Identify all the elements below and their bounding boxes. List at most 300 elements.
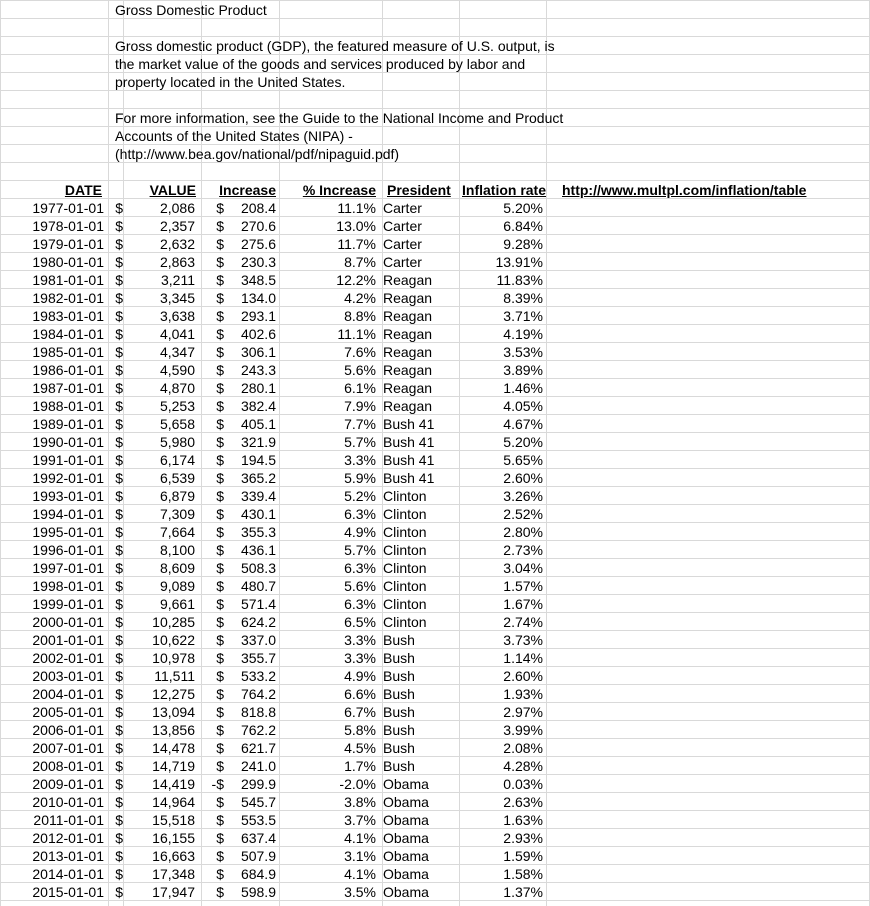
cell-president[interactable]: Bush 41 — [383, 452, 435, 468]
sheet-title[interactable]: Gross Domestic Product — [115, 2, 267, 18]
cell-currency[interactable]: $ — [115, 290, 123, 306]
cell-currency[interactable]: $ — [115, 308, 123, 324]
cell-currency[interactable]: $ — [115, 596, 123, 612]
cell-president[interactable]: Obama — [383, 830, 429, 846]
cell-date[interactable]: 1995-01-01 — [32, 524, 104, 540]
cell-date[interactable]: 1992-01-01 — [32, 470, 104, 486]
cell-value[interactable]: 6,879 — [159, 488, 195, 504]
cell-inflation[interactable]: 2.93% — [503, 830, 543, 846]
cell-pct-increase[interactable]: 3.8% — [344, 794, 376, 810]
cell-increase-currency[interactable]: $ — [216, 416, 224, 432]
cell-pct-increase[interactable]: 11.1% — [337, 200, 376, 216]
cell-president[interactable]: Bush — [383, 650, 415, 666]
cell-inflation[interactable]: 9.28% — [503, 236, 543, 252]
cell-increase-currency[interactable]: $ — [216, 542, 224, 558]
cell-date[interactable]: 1997-01-01 — [32, 560, 104, 576]
cell-increase[interactable]: 571.4 — [240, 596, 276, 612]
cell-increase[interactable]: 348.5 — [240, 272, 276, 288]
cell-president[interactable]: Obama — [383, 794, 429, 810]
cell-value[interactable]: 10,622 — [152, 632, 195, 648]
cell-date[interactable]: 2006-01-01 — [32, 722, 104, 738]
cell-increase[interactable]: 355.3 — [240, 524, 276, 540]
cell-president[interactable]: Bush — [383, 668, 415, 684]
cell-value[interactable]: 13,856 — [152, 722, 195, 738]
cell-date[interactable]: 1989-01-01 — [32, 416, 104, 432]
cell-increase-currency[interactable]: $ — [216, 794, 224, 810]
cell-increase[interactable]: 764.2 — [240, 686, 276, 702]
cell-increase-currency[interactable]: $ — [216, 614, 224, 630]
cell-increase[interactable]: 382.4 — [240, 398, 276, 414]
cell-value[interactable]: 5,658 — [159, 416, 195, 432]
cell-value[interactable]: 10,285 — [152, 614, 195, 630]
cell-president[interactable]: Clinton — [383, 596, 427, 612]
cell-date[interactable]: 1994-01-01 — [32, 506, 104, 522]
cell-value[interactable]: 2,863 — [159, 254, 195, 270]
cell-inflation[interactable]: 4.19% — [503, 326, 543, 342]
cell-increase-currency[interactable]: $ — [216, 704, 224, 720]
cell-president[interactable]: Clinton — [383, 488, 427, 504]
cell-value[interactable]: 2,086 — [159, 200, 195, 216]
cell-value[interactable]: 14,964 — [152, 794, 195, 810]
cell-increase-currency[interactable]: $ — [216, 326, 224, 342]
cell-date[interactable]: 1998-01-01 — [32, 578, 104, 594]
cell-value[interactable]: 10,978 — [152, 650, 195, 666]
cell-date[interactable]: 1987-01-01 — [32, 380, 104, 396]
cell-inflation[interactable]: 1.46% — [503, 380, 543, 396]
cell-value[interactable]: 6,539 — [159, 470, 195, 486]
cell-inflation[interactable]: 13.91% — [495, 254, 543, 270]
cell-pct-increase[interactable]: 4.9% — [344, 668, 376, 684]
cell-increase-currency[interactable]: $ — [216, 488, 224, 504]
cell-date[interactable]: 2008-01-01 — [32, 758, 104, 774]
cell-increase[interactable]: 337.0 — [240, 632, 276, 648]
cell-pct-increase[interactable]: 3.1% — [344, 848, 376, 864]
cell-increase-currency[interactable]: $ — [216, 308, 224, 324]
cell-president[interactable]: Obama — [383, 848, 429, 864]
header-pct-increase[interactable]: % Increase — [302, 182, 376, 198]
cell-increase-currency[interactable]: $ — [216, 200, 224, 216]
cell-president[interactable]: Reagan — [383, 398, 433, 414]
cell-pct-increase[interactable]: 4.1% — [344, 866, 376, 882]
cell-inflation[interactable]: 2.74% — [503, 614, 543, 630]
cell-president[interactable]: Clinton — [383, 560, 427, 576]
cell-date[interactable]: 1985-01-01 — [32, 344, 104, 360]
cell-pct-increase[interactable]: 5.6% — [344, 362, 376, 378]
cell-inflation[interactable]: 4.67% — [503, 416, 543, 432]
cell-value[interactable]: 4,347 — [159, 344, 195, 360]
cell-currency[interactable]: $ — [115, 344, 123, 360]
description-line-3[interactable]: property located in the United States. — [115, 74, 346, 90]
cell-currency[interactable]: $ — [115, 236, 123, 252]
cell-increase[interactable]: 598.9 — [240, 884, 276, 900]
cell-pct-increase[interactable]: 3.3% — [344, 650, 376, 666]
cell-currency[interactable]: $ — [115, 416, 123, 432]
cell-increase-currency[interactable]: $ — [216, 398, 224, 414]
cell-currency[interactable]: $ — [115, 218, 123, 234]
cell-increase-currency[interactable]: $ — [216, 812, 224, 828]
cell-president[interactable]: Obama — [383, 866, 429, 882]
cell-inflation[interactable]: 4.28% — [503, 758, 543, 774]
cell-value[interactable]: 17,947 — [152, 884, 195, 900]
cell-value[interactable]: 5,980 — [159, 434, 195, 450]
cell-value[interactable]: 5,253 — [159, 398, 195, 414]
cell-pct-increase[interactable]: -2.0% — [339, 776, 376, 792]
cell-increase-currency[interactable]: $ — [216, 830, 224, 846]
cell-pct-increase[interactable]: 12.2% — [336, 272, 376, 288]
cell-date[interactable]: 2013-01-01 — [32, 848, 104, 864]
cell-pct-increase[interactable]: 5.9% — [344, 470, 376, 486]
cell-pct-increase[interactable]: 6.3% — [344, 596, 376, 612]
cell-currency[interactable]: $ — [115, 578, 123, 594]
cell-president[interactable]: Obama — [383, 812, 429, 828]
cell-inflation[interactable]: 2.80% — [503, 524, 543, 540]
cell-increase-currency[interactable]: $ — [216, 470, 224, 486]
cell-value[interactable]: 3,345 — [159, 290, 195, 306]
cell-currency[interactable]: $ — [115, 704, 123, 720]
cell-currency[interactable]: $ — [115, 758, 123, 774]
cell-president[interactable]: Obama — [383, 884, 429, 900]
cell-date[interactable]: 2007-01-01 — [32, 740, 104, 756]
cell-increase-currency[interactable]: $ — [216, 506, 224, 522]
cell-increase-currency[interactable]: $ — [216, 596, 224, 612]
cell-increase-currency[interactable]: $ — [216, 218, 224, 234]
cell-currency[interactable]: $ — [115, 866, 123, 882]
cell-increase-currency[interactable]: $ — [216, 452, 224, 468]
cell-president[interactable]: Clinton — [383, 542, 427, 558]
cell-president[interactable]: Carter — [383, 200, 422, 216]
cell-increase[interactable]: 293.1 — [240, 308, 276, 324]
cell-president[interactable]: Clinton — [383, 524, 427, 540]
cell-inflation[interactable]: 3.26% — [503, 488, 543, 504]
cell-currency[interactable]: $ — [115, 884, 123, 900]
header-president[interactable]: President — [387, 182, 451, 198]
cell-currency[interactable]: $ — [115, 848, 123, 864]
header-inflation[interactable]: Inflation rate — [462, 182, 547, 198]
cell-value[interactable]: 9,089 — [159, 578, 195, 594]
cell-inflation[interactable]: 3.73% — [503, 632, 543, 648]
cell-pct-increase[interactable]: 5.8% — [344, 722, 376, 738]
cell-value[interactable]: 4,870 — [159, 380, 195, 396]
cell-value[interactable]: 12,275 — [152, 686, 195, 702]
cell-inflation[interactable]: 5.65% — [503, 452, 543, 468]
cell-increase-currency[interactable]: $ — [216, 740, 224, 756]
cell-pct-increase[interactable]: 8.7% — [344, 254, 376, 270]
cell-increase[interactable]: 270.6 — [240, 218, 276, 234]
cell-increase[interactable]: 553.5 — [240, 812, 276, 828]
cell-increase-currency[interactable]: $ — [216, 668, 224, 684]
cell-inflation[interactable]: 6.84% — [503, 218, 543, 234]
cell-increase-currency[interactable]: $ — [216, 632, 224, 648]
cell-president[interactable]: Bush — [383, 722, 415, 738]
cell-increase[interactable]: 480.7 — [240, 578, 276, 594]
cell-inflation[interactable]: 3.53% — [503, 344, 543, 360]
cell-inflation[interactable]: 1.58% — [503, 866, 543, 882]
cell-value[interactable]: 11,511 — [154, 668, 195, 684]
cell-president[interactable]: Clinton — [383, 614, 427, 630]
cell-president[interactable]: Clinton — [383, 506, 427, 522]
cell-currency[interactable]: $ — [115, 200, 123, 216]
cell-inflation[interactable]: 2.97% — [503, 704, 543, 720]
cell-president[interactable]: Bush 41 — [383, 416, 435, 432]
cell-inflation[interactable]: 1.37% — [503, 884, 543, 900]
header-source-url[interactable]: http://www.multpl.com/inflation/table — [562, 182, 807, 198]
cell-increase[interactable]: 508.3 — [240, 560, 276, 576]
cell-president[interactable]: Reagan — [383, 272, 433, 288]
cell-president[interactable]: Clinton — [383, 578, 427, 594]
cell-inflation[interactable]: 1.93% — [503, 686, 543, 702]
cell-increase[interactable]: 306.1 — [240, 344, 276, 360]
more-info-line-3[interactable]: (http://www.bea.gov/national/pdf/nipaguid.pdf) — [115, 146, 400, 162]
cell-increase[interactable]: 355.7 — [240, 650, 276, 666]
cell-increase[interactable]: 545.7 — [240, 794, 276, 810]
cell-date[interactable]: 1983-01-01 — [32, 308, 104, 324]
cell-date[interactable]: 2003-01-01 — [32, 668, 104, 684]
cell-pct-increase[interactable]: 11.1% — [337, 326, 376, 342]
cell-increase[interactable]: 684.9 — [240, 866, 276, 882]
cell-increase[interactable]: 339.4 — [240, 488, 276, 504]
cell-increase[interactable]: 621.7 — [240, 740, 276, 756]
cell-value[interactable]: 16,663 — [152, 848, 195, 864]
cell-president[interactable]: Bush — [383, 740, 415, 756]
cell-currency[interactable]: $ — [115, 776, 123, 792]
cell-increase-currency[interactable]: $ — [216, 290, 224, 306]
cell-increase[interactable]: 402.6 — [240, 326, 276, 342]
cell-increase[interactable]: 243.3 — [240, 362, 276, 378]
cell-value[interactable]: 2,357 — [159, 218, 195, 234]
cell-increase-currency[interactable]: $ — [216, 560, 224, 576]
cell-increase-currency[interactable]: $ — [216, 524, 224, 540]
cell-increase[interactable]: 241.0 — [240, 758, 276, 774]
cell-president[interactable]: Carter — [383, 236, 422, 252]
cell-inflation[interactable]: 2.52% — [503, 506, 543, 522]
cell-currency[interactable]: $ — [115, 326, 123, 342]
cell-inflation[interactable]: 2.63% — [503, 794, 543, 810]
cell-increase[interactable]: 208.4 — [240, 200, 276, 216]
cell-increase[interactable]: 405.1 — [240, 416, 276, 432]
cell-increase[interactable]: 507.9 — [240, 848, 276, 864]
cell-date[interactable]: 1986-01-01 — [32, 362, 104, 378]
cell-pct-increase[interactable]: 5.7% — [344, 542, 376, 558]
cell-inflation[interactable]: 0.03% — [503, 776, 543, 792]
cell-inflation[interactable]: 5.20% — [503, 434, 543, 450]
cell-date[interactable]: 1982-01-01 — [32, 290, 104, 306]
cell-increase[interactable]: 365.2 — [240, 470, 276, 486]
cell-date[interactable]: 2002-01-01 — [32, 650, 104, 666]
cell-inflation[interactable]: 1.14% — [503, 650, 543, 666]
cell-president[interactable]: Carter — [383, 218, 422, 234]
cell-currency[interactable]: $ — [115, 272, 123, 288]
cell-value[interactable]: 14,478 — [152, 740, 195, 756]
cell-currency[interactable]: $ — [115, 560, 123, 576]
cell-currency[interactable]: $ — [115, 254, 123, 270]
cell-inflation[interactable]: 1.59% — [503, 848, 543, 864]
cell-inflation[interactable]: 2.60% — [503, 470, 543, 486]
cell-increase-currency[interactable]: $ — [216, 254, 224, 270]
cell-increase[interactable]: 624.2 — [240, 614, 276, 630]
cell-president[interactable]: Obama — [383, 776, 429, 792]
cell-increase-currency[interactable]: $ — [216, 884, 224, 900]
cell-pct-increase[interactable]: 5.7% — [344, 434, 376, 450]
cell-currency[interactable]: $ — [115, 686, 123, 702]
cell-inflation[interactable]: 8.39% — [503, 290, 543, 306]
cell-value[interactable]: 3,211 — [161, 272, 195, 288]
cell-currency[interactable]: $ — [115, 830, 123, 846]
cell-date[interactable]: 2014-01-01 — [32, 866, 104, 882]
cell-inflation[interactable]: 4.05% — [503, 398, 543, 414]
cell-increase[interactable]: 275.6 — [240, 236, 276, 252]
cell-increase-currency[interactable]: $ — [216, 272, 224, 288]
cell-inflation[interactable]: 11.83% — [496, 272, 543, 288]
cell-currency[interactable]: $ — [115, 398, 123, 414]
cell-value[interactable]: 6,174 — [159, 452, 195, 468]
cell-value[interactable]: 9,661 — [159, 596, 195, 612]
cell-date[interactable]: 1988-01-01 — [32, 398, 104, 414]
cell-inflation[interactable]: 2.73% — [503, 542, 543, 558]
cell-increase-currency[interactable]: $ — [216, 722, 224, 738]
cell-increase-currency[interactable]: $ — [216, 362, 224, 378]
cell-president[interactable]: Bush 41 — [383, 434, 435, 450]
cell-date[interactable]: 2004-01-01 — [32, 686, 104, 702]
cell-date[interactable]: 1980-01-01 — [32, 254, 104, 270]
cell-currency[interactable]: $ — [115, 470, 123, 486]
cell-increase[interactable]: 321.9 — [240, 434, 276, 450]
cell-date[interactable]: 1993-01-01 — [32, 488, 104, 504]
cell-increase[interactable]: 430.1 — [240, 506, 276, 522]
cell-president[interactable]: Bush — [383, 704, 415, 720]
more-info-line-1[interactable]: For more information, see the Guide to the National Income and Product — [115, 110, 564, 126]
cell-currency[interactable]: $ — [115, 812, 123, 828]
more-info-line-2[interactable]: Accounts of the United States (NIPA) - — [115, 128, 353, 144]
cell-currency[interactable]: $ — [115, 740, 123, 756]
cell-pct-increase[interactable]: 6.3% — [344, 506, 376, 522]
cell-currency[interactable]: $ — [115, 722, 123, 738]
cell-pct-increase[interactable]: 6.5% — [344, 614, 376, 630]
cell-value[interactable]: 4,041 — [159, 326, 195, 342]
cell-president[interactable]: Bush — [383, 686, 415, 702]
cell-date[interactable]: 1977-01-01 — [32, 200, 104, 216]
header-increase[interactable]: Increase — [219, 182, 276, 198]
cell-pct-increase[interactable]: 6.6% — [344, 686, 376, 702]
cell-pct-increase[interactable]: 6.3% — [344, 560, 376, 576]
cell-increase[interactable]: 762.2 — [240, 722, 276, 738]
cell-pct-increase[interactable]: 6.7% — [344, 704, 376, 720]
cell-increase[interactable]: 194.5 — [240, 452, 276, 468]
cell-currency[interactable]: $ — [115, 488, 123, 504]
cell-date[interactable]: 1996-01-01 — [32, 542, 104, 558]
cell-inflation[interactable]: 2.08% — [503, 740, 543, 756]
cell-increase-currency[interactable]: $ — [216, 236, 224, 252]
cell-president[interactable]: Bush — [383, 758, 415, 774]
cell-value[interactable]: 14,419 — [152, 776, 195, 792]
cell-pct-increase[interactable]: 1.7% — [344, 758, 376, 774]
cell-pct-increase[interactable]: 4.2% — [344, 290, 376, 306]
description-line-1[interactable]: Gross domestic product (GDP), the featured measure of U.S. output, is — [115, 38, 555, 54]
cell-increase[interactable]: 533.2 — [240, 668, 276, 684]
cell-president[interactable]: Reagan — [383, 326, 433, 342]
cell-increase-currency[interactable]: $ — [216, 578, 224, 594]
cell-increase-currency[interactable]: $ — [216, 344, 224, 360]
cell-increase[interactable]: 299.9 — [240, 776, 276, 792]
cell-pct-increase[interactable]: 3.3% — [344, 452, 376, 468]
cell-increase-currency[interactable]: $ — [216, 686, 224, 702]
cell-value[interactable]: 13,094 — [152, 704, 195, 720]
cell-inflation[interactable]: 3.99% — [503, 722, 543, 738]
cell-increase[interactable]: 436.1 — [240, 542, 276, 558]
cell-date[interactable]: 2010-01-01 — [32, 794, 104, 810]
cell-date[interactable]: 2000-01-01 — [32, 614, 104, 630]
cell-pct-increase[interactable]: 4.5% — [344, 740, 376, 756]
cell-pct-increase[interactable]: 4.9% — [344, 524, 376, 540]
cell-president[interactable]: Reagan — [383, 380, 433, 396]
description-line-2[interactable]: the market value of the goods and services produced by labor and — [115, 56, 526, 72]
cell-pct-increase[interactable]: 7.6% — [344, 344, 376, 360]
cell-pct-increase[interactable]: 3.3% — [344, 632, 376, 648]
cell-president[interactable]: Bush — [383, 632, 415, 648]
cell-value[interactable]: 7,664 — [159, 524, 195, 540]
header-date[interactable]: DATE — [64, 182, 102, 198]
cell-increase-currency[interactable]: $ — [216, 650, 224, 666]
cell-pct-increase[interactable]: 6.1% — [344, 380, 376, 396]
cell-date[interactable]: 2005-01-01 — [32, 704, 104, 720]
cell-currency[interactable]: $ — [115, 794, 123, 810]
cell-date[interactable]: 1978-01-01 — [32, 218, 104, 234]
cell-currency[interactable]: $ — [115, 542, 123, 558]
cell-date[interactable]: 2009-01-01 — [32, 776, 104, 792]
cell-value[interactable]: 17,348 — [152, 866, 195, 882]
cell-currency[interactable]: $ — [115, 452, 123, 468]
cell-value[interactable]: 14,719 — [152, 758, 195, 774]
cell-increase[interactable]: 134.0 — [240, 290, 276, 306]
cell-pct-increase[interactable]: 7.7% — [344, 416, 376, 432]
cell-currency[interactable]: $ — [115, 632, 123, 648]
cell-inflation[interactable]: 3.71% — [503, 308, 543, 324]
cell-president[interactable]: Reagan — [383, 344, 433, 360]
cell-currency[interactable]: $ — [115, 434, 123, 450]
cell-value[interactable]: 7,309 — [159, 506, 195, 522]
cell-date[interactable]: 1999-01-01 — [32, 596, 104, 612]
cell-president[interactable]: Bush 41 — [383, 470, 435, 486]
cell-pct-increase[interactable]: 11.7% — [337, 236, 376, 252]
cell-pct-increase[interactable]: 8.8% — [344, 308, 376, 324]
cell-pct-increase[interactable]: 3.5% — [344, 884, 376, 900]
cell-inflation[interactable]: 1.67% — [503, 596, 543, 612]
cell-increase[interactable]: 280.1 — [240, 380, 276, 396]
cell-inflation[interactable]: 3.04% — [503, 560, 543, 576]
cell-value[interactable]: 15,518 — [152, 812, 195, 828]
cell-date[interactable]: 2015-01-01 — [32, 884, 104, 900]
cell-president[interactable]: Reagan — [383, 290, 433, 306]
cell-pct-increase[interactable]: 4.1% — [344, 830, 376, 846]
cell-currency[interactable]: $ — [115, 524, 123, 540]
cell-currency[interactable]: $ — [115, 362, 123, 378]
cell-date[interactable]: 2012-01-01 — [32, 830, 104, 846]
cell-president[interactable]: Carter — [383, 254, 422, 270]
cell-increase[interactable]: 230.3 — [240, 254, 276, 270]
header-value[interactable]: VALUE — [149, 182, 196, 198]
cell-pct-increase[interactable]: 7.9% — [344, 398, 376, 414]
cell-increase[interactable]: 818.8 — [240, 704, 276, 720]
cell-president[interactable]: Reagan — [383, 308, 433, 324]
cell-president[interactable]: Reagan — [383, 362, 433, 378]
cell-increase-currency[interactable]: -$ — [211, 776, 224, 792]
cell-currency[interactable]: $ — [115, 650, 123, 666]
cell-date[interactable]: 1984-01-01 — [32, 326, 104, 342]
cell-increase-currency[interactable]: $ — [216, 380, 224, 396]
cell-inflation[interactable]: 1.57% — [503, 578, 543, 594]
cell-date[interactable]: 1981-01-01 — [32, 272, 104, 288]
cell-date[interactable]: 2001-01-01 — [32, 632, 104, 648]
cell-pct-increase[interactable]: 13.0% — [336, 218, 376, 234]
